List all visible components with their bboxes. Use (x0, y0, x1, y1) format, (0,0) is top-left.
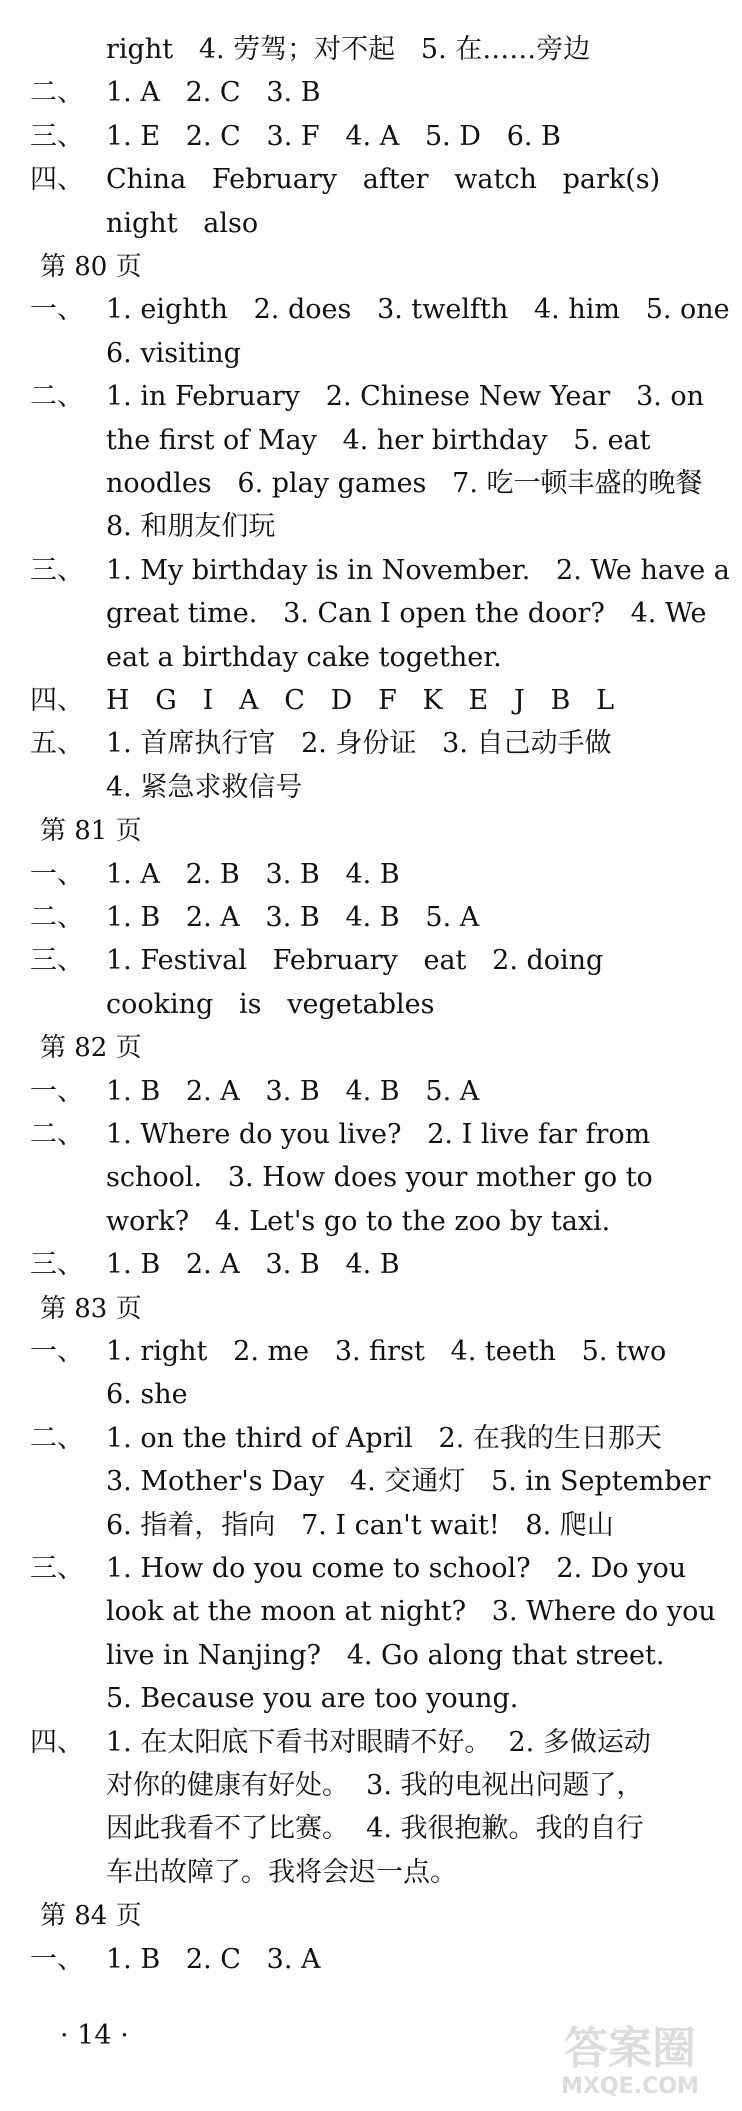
answer-text: 6. she (106, 1379, 188, 1411)
watermark-text-bottom: MXQE.COM (561, 2074, 699, 2099)
question-group-number: 一、 (30, 294, 84, 326)
question-group-number: 二、 (30, 77, 84, 109)
answer-text: 1. A 2. B 3. B 4. B (106, 858, 400, 890)
page-section-heading: 第 80 页 (40, 252, 142, 282)
answer-text: noodles 6. play games 7. 吃一顿丰盛的晚餐 (106, 468, 703, 499)
answer-text: look at the moon at night? 3. Where do you (106, 1596, 716, 1628)
question-group-number: 四、 (30, 164, 84, 196)
answer-text: 1. How do you come to school? 2. Do you (106, 1553, 687, 1584)
answer-text: 5. Because you are too young. (106, 1683, 519, 1715)
question-group-number: 二、 (30, 1119, 84, 1150)
answer-text: 1. right 2. me 3. first 4. teeth 5. two (106, 1336, 667, 1367)
answer-text: 1. A 2. C 3. B (106, 77, 321, 109)
answer-text: 6. 指着，指向 7. I can't wait! 8. 爬山 (106, 1509, 614, 1541)
answer-text: 1. 首席执行官 2. 身份证 3. 自己动手做 (106, 728, 612, 760)
answer-text: school. 3. How does your mother go to (106, 1162, 653, 1194)
question-group-number: 一、 (30, 858, 84, 890)
page-number: · 14 · (60, 2020, 129, 2051)
answer-text: H G I A C D F K E J B L (106, 685, 615, 716)
answer-text: 1. B 2. A 3. B 4. B 5. A (106, 902, 480, 933)
answer-text: eat a birthday cake together. (106, 641, 502, 673)
answer-text: 1. 在太阳底下看书对眼睛不好。 2. 多做运动 (106, 1726, 651, 1758)
answer-text: 1. B 2. A 3. B 4. B (106, 1249, 400, 1281)
question-group-number: 一、 (30, 1336, 84, 1367)
answer-text: 1. B 2. A 3. B 4. B 5. A (106, 1075, 480, 1107)
answer-text: live in Nanjing? 4. Go along that street. (106, 1639, 665, 1671)
answer-text: 因此我看不了比赛。 4. 我很抱歉。我的自行 (106, 1813, 644, 1845)
question-group-number: 五、 (30, 728, 84, 760)
question-group-number: 一、 (30, 1943, 84, 1975)
answer-text: great time. 3. Can I open the door? 4. We (106, 598, 707, 630)
answer-text: 1. B 2. C 3. A (106, 1943, 321, 1975)
question-group-number: 三、 (30, 1249, 84, 1281)
watermark-text-top: 答案圈 (564, 2023, 696, 2074)
page-section-heading: 第 84 页 (40, 1901, 142, 1932)
answer-text: 6. visiting (106, 337, 241, 369)
answer-text: 车出故障了。我将会迟一点。 (106, 1856, 457, 1888)
answer-text: right 4. 劳驾；对不起 5. 在……旁边 (106, 34, 591, 65)
question-group-number: 三、 (30, 554, 84, 586)
answer-text: 对你的健康有好处。 3. 我的电视出问题了， (106, 1770, 644, 1801)
question-group-number: 二、 (30, 1422, 84, 1454)
answer-text: 8. 和朋友们玩 (106, 511, 276, 543)
answer-text: 1. Where do you live? 2. I live far from (106, 1119, 651, 1150)
page-section-heading: 第 82 页 (40, 1033, 142, 1064)
answer-text: China February after watch park(s) (106, 164, 661, 196)
question-group-number: 一、 (30, 1075, 84, 1107)
answer-text: cooking is vegetables (106, 988, 435, 1020)
question-group-number: 四、 (30, 1726, 84, 1758)
answer-text: 1. E 2. C 3. F 4. A 5. D 6. B (106, 120, 561, 152)
question-group-number: 二、 (30, 381, 84, 413)
question-group-number: 三、 (30, 120, 84, 152)
watermark-logo (530, 2011, 730, 2101)
answer-text: the first of May 4. her birthday 5. eat (106, 424, 651, 456)
answer-text: 1. on the third of April 2. 在我的生日那天 (106, 1422, 662, 1454)
answer-text: 1. Festival February eat 2. doing (106, 945, 604, 977)
question-group-number: 四、 (30, 685, 84, 716)
question-group-number: 三、 (30, 945, 84, 977)
answer-text: 1. in February 2. Chinese New Year 3. on (106, 381, 705, 413)
answer-text: 4. 紧急求救信号 (106, 771, 303, 803)
answer-text: night also (106, 207, 259, 239)
page-section-heading: 第 81 页 (40, 816, 142, 847)
answer-text: work? 4. Let's go to the zoo by taxi. (106, 1205, 611, 1237)
answer-text: 3. Mother's Day 4. 交通灯 5. in September (106, 1466, 711, 1498)
question-group-number: 三、 (30, 1553, 84, 1584)
answer-text: 1. My birthday is in November. 2. We have a (106, 554, 730, 586)
question-group-number: 二、 (30, 902, 84, 933)
page-section-heading: 第 83 页 (40, 1293, 142, 1324)
answer-text: 1. eighth 2. does 3. twelfth 4. him 5. one (106, 294, 730, 326)
